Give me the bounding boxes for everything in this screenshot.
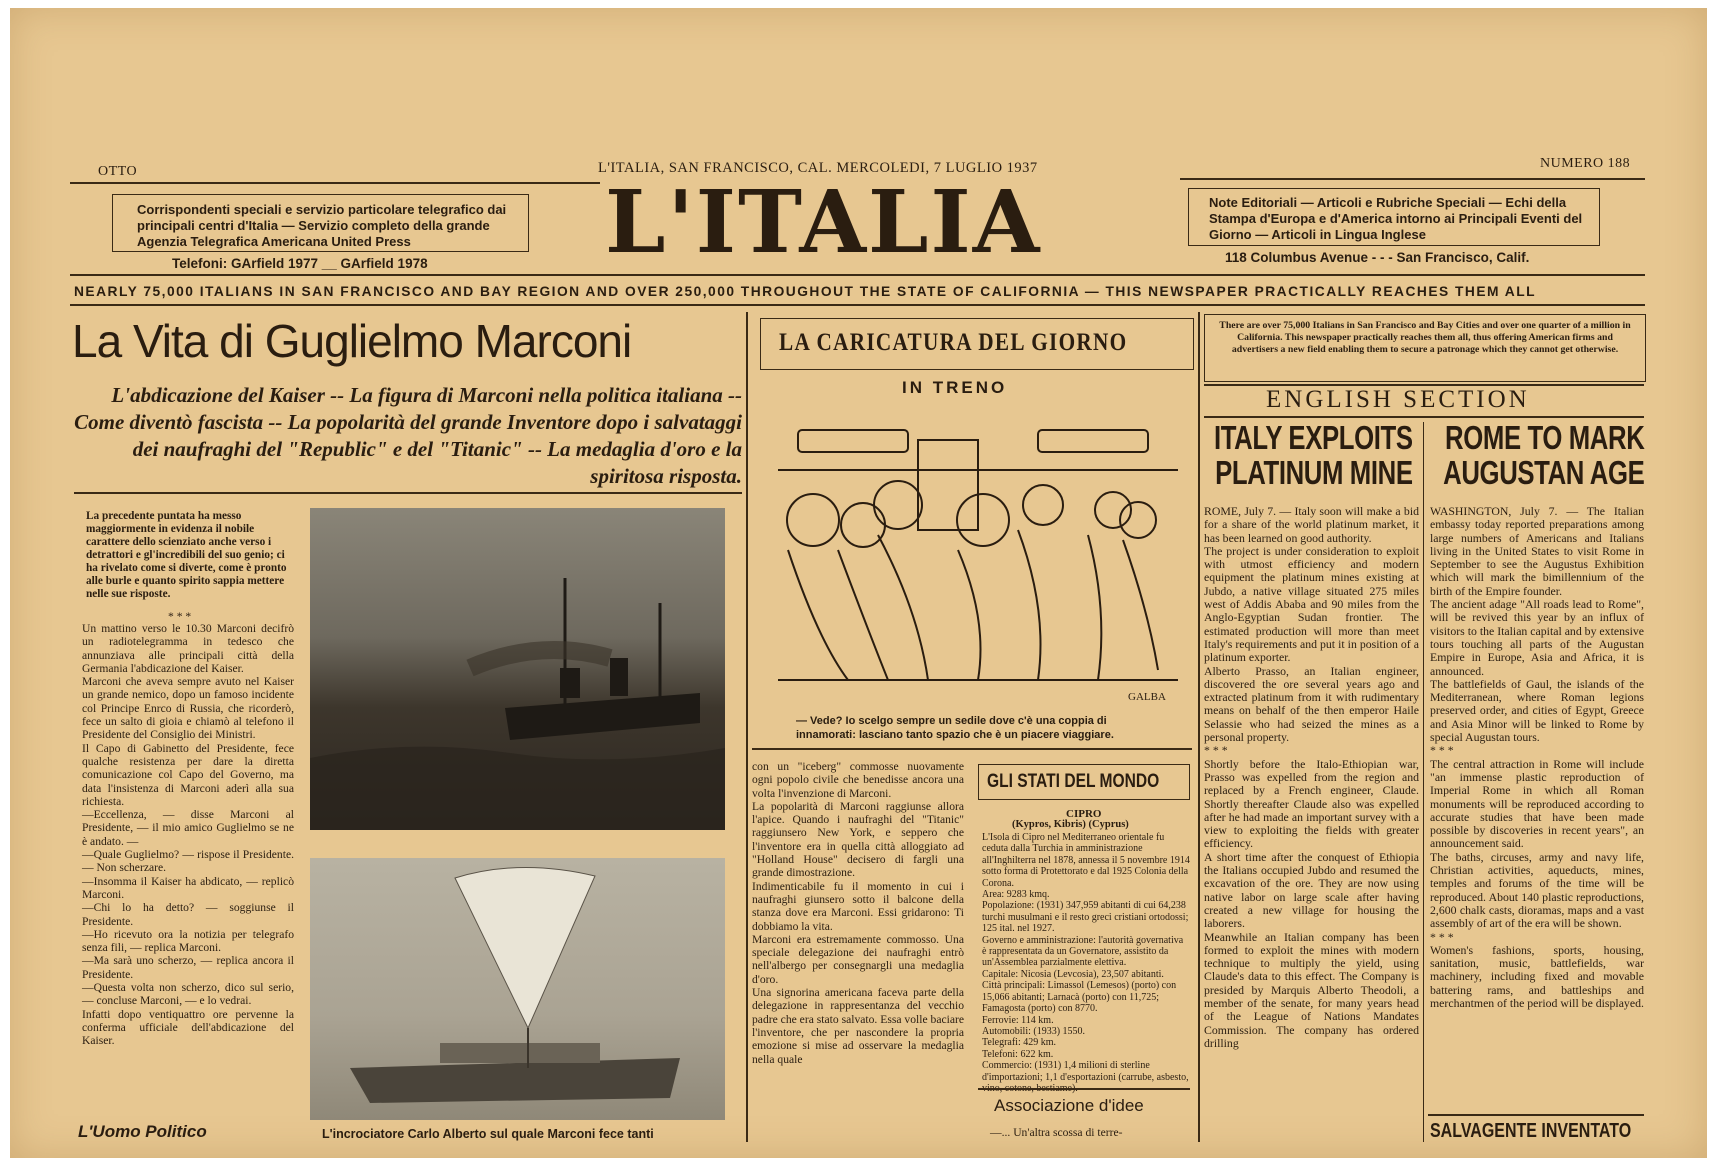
photo-carlo-alberto xyxy=(310,858,725,1120)
address: 118 Columbus Avenue - - - San Francisco, Calif. xyxy=(1225,250,1530,265)
masthead: L'ITALIA xyxy=(605,172,1042,273)
carlo-alberto-illustration xyxy=(310,858,725,1120)
left-info-box xyxy=(112,194,529,252)
stati-title: GLI STATI DEL MONDO xyxy=(987,771,1160,792)
augustan-body: WASHINGTON, July 7. — The Italian embassy today reported preparations among large numbers of Americans and Italians living in the United States to visit Rome in September to see the Augustus Exhibition which will mark the bimillennium of the birth of the Empire founder. The ancient adage "All roads lead to Rome", will be revived this year by an influx of visitors to the Italian capital and by extensive tours touching all parts of the Augustan Empire in Europe, Asia and Africa, it is announced. The battlefields of Gaul, the islands of the Mediterranean, where Roman legions preserved order, and cities of Egypt, Greece and Asia Minor will be linked to Rome by special Augustan tours. * * * The central attraction in Rome will include "an immense plastic reproduction of Imperial Rome in which all Roman monuments will be reproduced according to accurate studies that have been made possible by discoveries in recent years", an announcement said. The baths, circuses, army and navy life, Christian activities, aqueducts, mines, temples and forums of the time will be reproduced. About 140 plastic reproductions, 2,600 chalk casts, dioramas, maps and a vast assembly of art of the era will be shown. * * * Women's fashions, sports, housing, sanitation, music, battlefields, war machinery, including fixed and movable battering rams, and battleships and merchantmen of the period will be displayed. xyxy=(1430,504,1644,1010)
left-info-text: Corrispondenti speciali e servizio particolare telegrafico dai principali centri d'Italia — Servizio completo della grande Agenzia Telegrafica Americana United Press xyxy=(137,202,507,249)
cartoon-subtitle: IN TRENO xyxy=(902,378,1008,397)
platinum-headline: ITALY EXPLOITS PLATINUM MINE xyxy=(1213,419,1413,491)
deck-rule xyxy=(74,492,742,494)
assoc-title: Associazione d'idee xyxy=(994,1096,1144,1115)
cruiser-illustration xyxy=(310,508,725,830)
stati-country: CIPRO xyxy=(1066,808,1102,820)
page-label: OTTO xyxy=(98,164,138,179)
augustan-headline: ROME TO MARK AUGUSTAN AGE xyxy=(1443,419,1645,491)
marconi-stars: * * * xyxy=(168,610,192,623)
marconi-continuation: con un "iceberg" commosse nuovamente ogni popolo civile che benedisse ancora una volta l'invenzione di Marconi. La popolarità di Marconi raggiunse allora l'apice. Quando i naufraghi del "Titanic" raggiunsero New York, e seppero che l'inventore era in quella città alloggiato ad "Holland House" decisero di fargli una grande dimostrazione. Indimenticabile fu il momento in cui i naufraghi giunsero sotto il balcone della stanza dove era Marconi. Essi gridarono: Ti dobbiamo la vita. Marconi era estremamente commosso. Una speciale delegazione dei naufraghi entrò nell'albergo per consegnargli una medaglia d'oro. Una signorina americana faceva parte della delegazione in rappresentanza del vecchio padre che era stato salvato. Essa volle baciare l'inventore, che per nascondere la propria emozione si mise ad osservare la medaglia nella quale xyxy=(752,760,964,1066)
salvagente-rule xyxy=(1428,1114,1644,1116)
marconi-subhead: L'Uomo Politico xyxy=(78,1122,207,1141)
stati-country-alt: (Kypros, Kibris) (Cyprus) xyxy=(1012,819,1129,830)
stati-title-box xyxy=(978,764,1190,800)
header-rule-left xyxy=(70,182,600,184)
phones: Telefoni: GArfield 1977 __ GArfield 1978 xyxy=(172,256,428,271)
right-info-box xyxy=(1188,188,1600,246)
english-section-title: ENGLISH SECTION xyxy=(1266,386,1530,413)
photo-caption: L'incrociatore Carlo Alberto sul quale Marconi fece tanti xyxy=(322,1127,654,1141)
assoc-rule xyxy=(978,1088,1190,1090)
advertiser-notice: There are over 75,000 Italians in San Francisco and Bay Cities and over one quarter of a million in California. This newspaper practically reaches them all, thus offering American firms and advertisers a new field enabling them to secure a patronage which they cannot get otherwise. xyxy=(1219,320,1631,355)
advertiser-notice-box xyxy=(1204,314,1646,382)
salvagente-headline: SALVAGENTE INVENTATO xyxy=(1430,1120,1632,1142)
right-info-text: Note Editoriali — Articoli e Rubriche Speciali — Echi della Stampa d'Europa e d'America intorno ai Principali Eventi del Giorno — Articoli in Lingua Inglese xyxy=(1209,195,1583,242)
banner-rule-bottom xyxy=(70,304,1645,306)
cartoon-rule xyxy=(752,748,1192,750)
assoc-body: —... Un'altra scossa di terre- xyxy=(990,1126,1123,1139)
header-rule-right xyxy=(1180,178,1645,180)
train-caricature-illustration xyxy=(768,410,1186,710)
stati-body: L'Isola di Cipro nel Mediterraneo orientale fu ceduta dalla Turchia in amministrazione all'Inghilterra nel 1878, annessa il 5 novembre 1914 sotto forma di Protettorato e dal 1925 Colonia della Corona. Area: 9283 kmq. Popolazione: (1931) 347,959 abitanti di cui 64,238 turchi musulmani e il resto greci cristiani ortodossi; 125 ital. nel 1927. Governo e amministrazione: l'autorità governativa è rappresentata da un Governatore, assistito da un'Assemblea parzialmente elettiva. Capitale: Nicosia (Levcosia), 23,507 abitanti. Città principali: Limassol (Lemesos) (porto) con 15,066 abitanti; Larnacà (porto) con 11,725; Famagosta (porto) con 8770. Ferrovie: 114 km. Automobili: (1933) 1550. Telegrafi: 429 km. Telefoni: 622 km. Commercio: (1931) 1,4 milioni di sterline d'importazioni; 1,1 d'esportazioni (carrube, asbesto, xyxy=(982,832,1190,1083)
marconi-deck: L'abdicazione del Kaiser -- La figura di Marconi nella politica italiana -- Come diventò fascista -- La popolarità del grande Inventore dopo i salvataggi dei naufraghi del "Republic" e del "Titanic" -- La medaglia d'oro e la spiritosa risposta. xyxy=(74,383,742,488)
issue-number: NUMERO 188 xyxy=(1540,156,1631,171)
circulation-banner: NEARLY 75,000 ITALIANS IN SAN FRANCISCO AND BAY REGION AND OVER 250,000 THROUGHOUT THE STATE OF CALIFORNIA — THIS NEWSPAPER PRACTICALLY REACHES THEM ALL xyxy=(74,283,1537,299)
photo-cruiser-at-sea xyxy=(310,508,725,830)
cartoon-caption: — Vede? Io scelgo sempre un sedile dove c'è una coppia di innamorati: lasciano tanto spazio che è un piacere viaggiare. xyxy=(796,715,1114,741)
cartoon-title: LA CARICATURA DEL GIORNO xyxy=(779,329,1128,356)
english-rule-bottom xyxy=(1204,416,1644,418)
cartoon-drawing xyxy=(768,410,1186,710)
marconi-intro: La precedente puntata ha messo maggiormente in evidenza il nobile carattere dello scienziato anche verso i detrattori e gl'incredibili del suo genio; ci ha rivelato come si diverte, come è pronto alle burle e quanto spirito sappia mettere nelle sue risposte. xyxy=(86,510,287,600)
marconi-headline: La Vita di Guglielmo Marconi xyxy=(72,315,632,367)
column-rule-1 xyxy=(746,312,748,1142)
platinum-body: ROME, July 7. — Italy soon will make a bid for a share of the world platinum market, it has been learned on good authority. The project is under consideration to exploit with utmost efficiency and modern equipment the platinum mines existing at Jubdo, a native village situated 275 miles west of Addis Ababa and 90 miles from the Anglo-Egyptian Sudan frontier. The estimated production will more than meet Italy's requirements and put it in position of a platinum exporter. Alberto Prasso, an Italian engineer, discovered the ore several years ago and extracted platinum from it with rudimentary means on behalf of the then emperor Haile Selassie who had seized the mines as a personal property. * * * Shortly before the Italo-Ethiopian war, Prasso was expelled from the region and replaced by a French engineer, Claude. Shortly thereafter Claude also was expelled after he had made an important survey with a view to exploiting the fields with greater efficiency. A short time after the conquest of Ethiopia the Italians occupied Jubdo and resumed the excavation of the ore. They are now using native labor on large scale after having created a new village for housing the laborers. Meanwhile an Italian company has been formed to exploit the mines with modern technique to multiply the yield, using Claude's data to this effect. The Company is presided by Marquis Alberto Theodoli, a member of the senate, for many years head of the League of Nations Mandates Commission. The company has ordered drilling xyxy=(1204,504,1419,1050)
cartoon-signature: GALBA xyxy=(1128,691,1166,703)
cartoon-title-box xyxy=(760,318,1194,370)
dateline: L'ITALIA, SAN FRANCISCO, CAL. MERCOLEDI, 7 LUGLIO 1937 xyxy=(598,160,1038,176)
banner-rule-top xyxy=(70,274,1645,276)
column-rule-2 xyxy=(1198,312,1200,1142)
marconi-body: Un mattino verso le 10.30 Marconi decifrò un radiotelegramma in tedesco che annunziava alle principali città della Germania l'abdicazione del Kaiser. Marconi che aveva sempre avuto nel Kaiser un grande nemico, dopo un famoso incidente col Principe Enrco di Russia, che ricorderò, fece un salto di gioia e chiamò al telefono il Presidente del Consiglio dei Ministri. Il Capo di Gabinetto del Presidente, fece qualche resistenza per dare la diretta comunicazione col Capo del Governo, ma data l'insistenza di Marconi aderì alla sua richiesta. —Eccellenza, — disse Marconi al Presidente, — il mio amico Guglielmo se ne è andato. — —Quale Guglielmo? — rispose il Presidente. — Non scherzare. —Insomma il Kaiser ha abdicato, — replicò Marconi. —Chi lo ha detto? — soggiunse il Presidente. —Ho ricevuto ora la notizia per telegrafo senza fili, — replica Marconi. —Ma sarà uno scherzo, — replica ancora il Presidente. —Questa volta non scherzo, dico sul serio, — concluse Marconi, — e lo vedrai. Infatti dopo ventiquattro ore pervenne la conferma ufficiale dell'abdicazione del Kaiser. xyxy=(82,622,294,1048)
english-column-rule xyxy=(1423,422,1424,1142)
